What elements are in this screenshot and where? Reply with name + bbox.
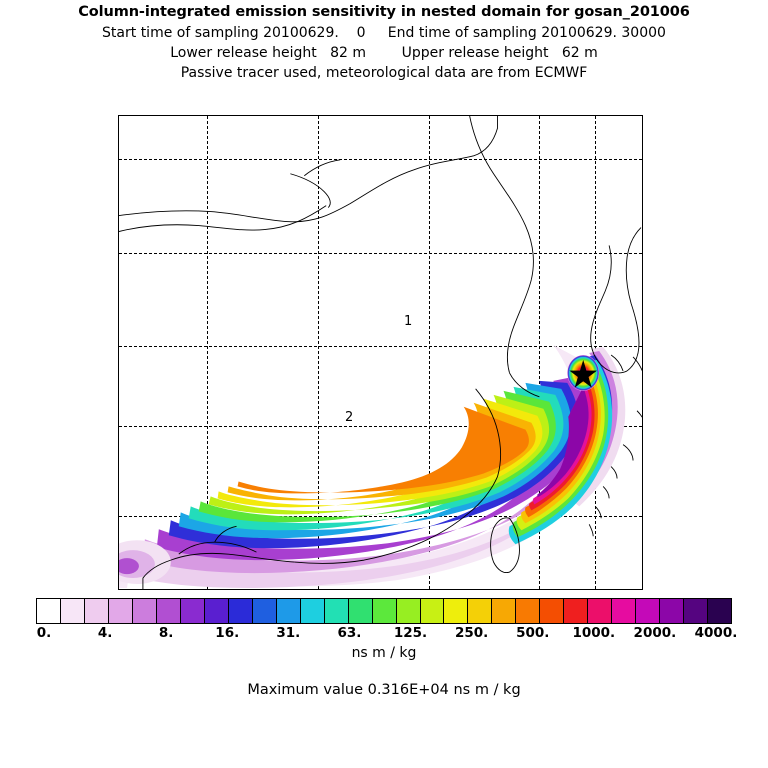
colorbar-tick-label: 31. xyxy=(276,625,301,641)
colorbar-cell xyxy=(444,599,468,623)
colorbar-cell xyxy=(684,599,708,623)
page-title: Column-integrated emission sensitivity in nested domain for gosan_201006 xyxy=(78,4,690,20)
map-graphics xyxy=(119,116,642,589)
colorbar-tick-label: 16. xyxy=(215,625,240,641)
colorbar-cell xyxy=(229,599,253,623)
colorbar-ticks xyxy=(36,625,738,643)
sampling-time-line: Start time of sampling 20100629. 0 End time of sampling 20100629. 30000 xyxy=(102,25,666,41)
plume-bands xyxy=(119,116,642,589)
colorbar-unit-label: ns m / kg xyxy=(351,645,417,661)
colorbar-tick-label: 0. xyxy=(36,625,52,641)
colorbar-cell xyxy=(540,599,564,623)
colorbar-strip xyxy=(36,598,732,624)
colorbar-cell xyxy=(468,599,492,623)
colorbar-cell xyxy=(564,599,588,623)
colorbar-cell xyxy=(277,599,301,623)
colorbar-cell xyxy=(157,599,181,623)
colorbar-cell xyxy=(205,599,229,623)
colorbar-tick-label: 2000. xyxy=(633,625,677,641)
colorbar-cell xyxy=(253,599,277,623)
colorbar-cell xyxy=(421,599,445,623)
colorbar-tick-label: 4000. xyxy=(694,625,738,641)
map-panel[interactable] xyxy=(118,115,643,590)
colorbar-cell xyxy=(612,599,636,623)
colorbar-cell xyxy=(61,599,85,623)
tracer-met-line: Passive tracer used, meteorological data are from ECMWF xyxy=(180,65,588,81)
colorbar-cell xyxy=(516,599,540,623)
colorbar-cell xyxy=(492,599,516,623)
colorbar-cell xyxy=(660,599,684,623)
colorbar-cell xyxy=(109,599,133,623)
colorbar-cell xyxy=(301,599,325,623)
colorbar-cell xyxy=(349,599,373,623)
colorbar-cell xyxy=(373,599,397,623)
colorbar-cell xyxy=(325,599,349,623)
colorbar-cell xyxy=(636,599,660,623)
colorbar xyxy=(36,598,738,641)
colorbar-cell xyxy=(133,599,157,623)
colorbar-tick-label: 63. xyxy=(337,625,362,641)
maximum-value-label: Maximum value 0.316E+04 ns m / kg xyxy=(247,682,521,698)
colorbar-tick-label: 500. xyxy=(516,625,550,641)
colorbar-tick-label: 8. xyxy=(158,625,174,641)
colorbar-tick-label: 4. xyxy=(97,625,113,641)
release-height-line: Lower release height 82 m Upper release height 62 m xyxy=(170,45,598,61)
colorbar-cell xyxy=(588,599,612,623)
plume-annotation-2: 2 xyxy=(345,410,354,425)
colorbar-tick-label: 125. xyxy=(393,625,428,641)
plume-annotation-1: 1 xyxy=(404,314,413,329)
colorbar-cell xyxy=(708,599,731,623)
colorbar-cell xyxy=(181,599,205,623)
colorbar-tick-label: 250. xyxy=(454,625,489,641)
colorbar-cell xyxy=(85,599,109,623)
colorbar-cell xyxy=(397,599,421,623)
plot-header xyxy=(0,4,768,85)
colorbar-tick-label: 1000. xyxy=(572,625,616,641)
colorbar-cell xyxy=(37,599,61,623)
